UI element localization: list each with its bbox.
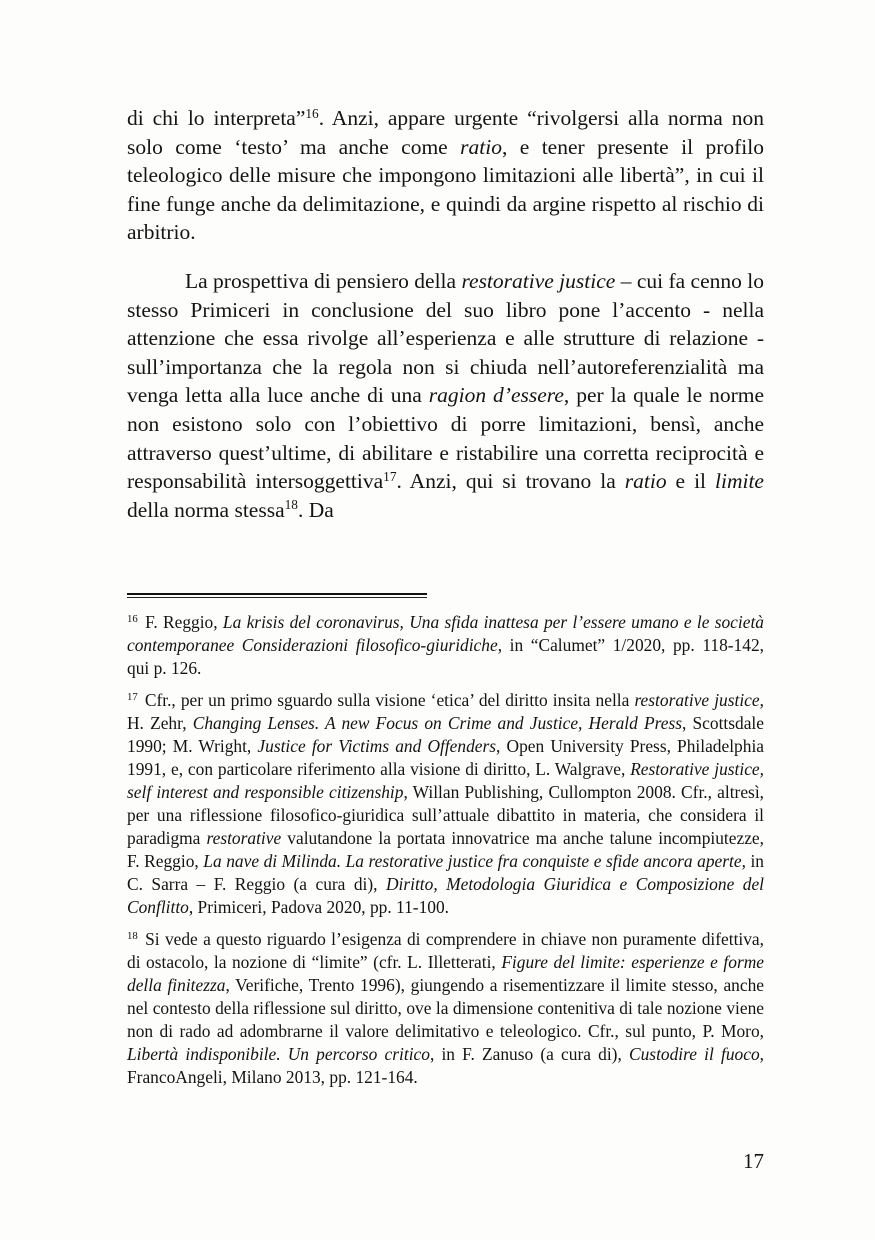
footnote-18-text: Si vede a questo riguardo l’esigenza di comprendere in chiave non puramente difettiva, di ostacolo, la nozione di “limite” (cfr. L. Illetterati, Figure del limite: esperienze e forme della finitezza, Verifiche, Trento 1996), giungendo a risementizzare il limite stesso, anche nel contesto della riflessione sul diritto, ove la dimensione contenitiva di tale nozione viene non di rado ad adombrarne il valore delimitativo e teleologico. Cfr., sul punto, P. Moro, Libertà indisponibile. Un percorso critico, in F. Zanuso (a cura di), Custodire il fuoco, FrancoAngeli, Milano 2013, pp. 121-164. — [127, 929, 765, 1087]
body-text — [127, 104, 764, 524]
footnotes-section — [127, 611, 764, 1098]
footnote-16-number: 16 — [127, 613, 138, 626]
paragraph-2: La prospettiva di pensiero della restorative justice – cui fa cenno lo stesso Primiceri in conclusione del suo libro pone l’accento - nella attenzione che essa rivolge all’esperienza e alle strutture di relazione - sull’importanza che la regola non si chiuda nell’autoreferenzialità ma venga letta alla luce anche di una ragion d’essere, per la quale le norme non esistono solo con l’obiettivo di porre limitazioni, bensì, anche attraverso quest’ultime, di abilitare e ristabilire una corretta reciprocità e responsabilità intersoggettiva$^{17}$. Anzi, qui si trovano la ratio e il limite della norma stessa$^{18}$. Da — [127, 268, 764, 522]
footnote-17-number: 17 — [127, 691, 138, 704]
footnote-18 — [127, 928, 764, 1089]
footnote-18-number: 18 — [127, 930, 138, 943]
page-number: 17 — [743, 1149, 764, 1173]
footnote-17-text: Cfr., per un primo sguardo sulla visione ‘etica’ del diritto insita nella restorative justice, H. Zehr, Changing Lenses. A new Focus on Crime and Justice, Herald Press, Scottsdale 1990; M. Wright, Justice for Victims and Offenders, Open University Press, Philadelphia 1991, e, con particolare riferimento alla visione di diritto, L. Walgrave, Restorative justice, self interest and responsible citizenship, Willan Publishing, Cullompton 2008. Cfr., altresì, per una riflessione filosofico-giuridica sull’attuale dibattito in materia, che considera il paradigma restorative valutandone la portata innovatrice ma anche talune incompiutezze, F. Reggio, La nave di Milinda. La restorative justice fra conquiste e sfide ancora aperte, in C. Sarra – F. Reggio (a cura di), Diritto, Metodologia Giuridica e Composizione del Conflitto, Primiceri, Padova 2020, pp. 11-100. — [127, 690, 764, 917]
paragraph-1: di chi lo interpreta”$^{16}$. Anzi, appare urgente “rivolgersi alla norma non solo come ‘testo’ ma anche come ratio, e tener presente il profilo teleologico delle misure che impongono limitazioni alle libertà”, in cui il fine funge anche da delimitazione, e quindi da argine rispetto al rischio di arbitrio. — [127, 105, 764, 245]
footnote-16-text: F. Reggio, La krisis del coronavirus, Una sfida inattesa per l’essere umano e le società contemporanee Considerazioni filosofico-giuridiche, in “Calumet” 1/2020, pp. 118-142, qui p. 126. — [127, 612, 764, 678]
footnote-16 — [127, 611, 764, 680]
footnote-17 — [127, 689, 764, 919]
footnote-separator-rule — [127, 593, 427, 598]
